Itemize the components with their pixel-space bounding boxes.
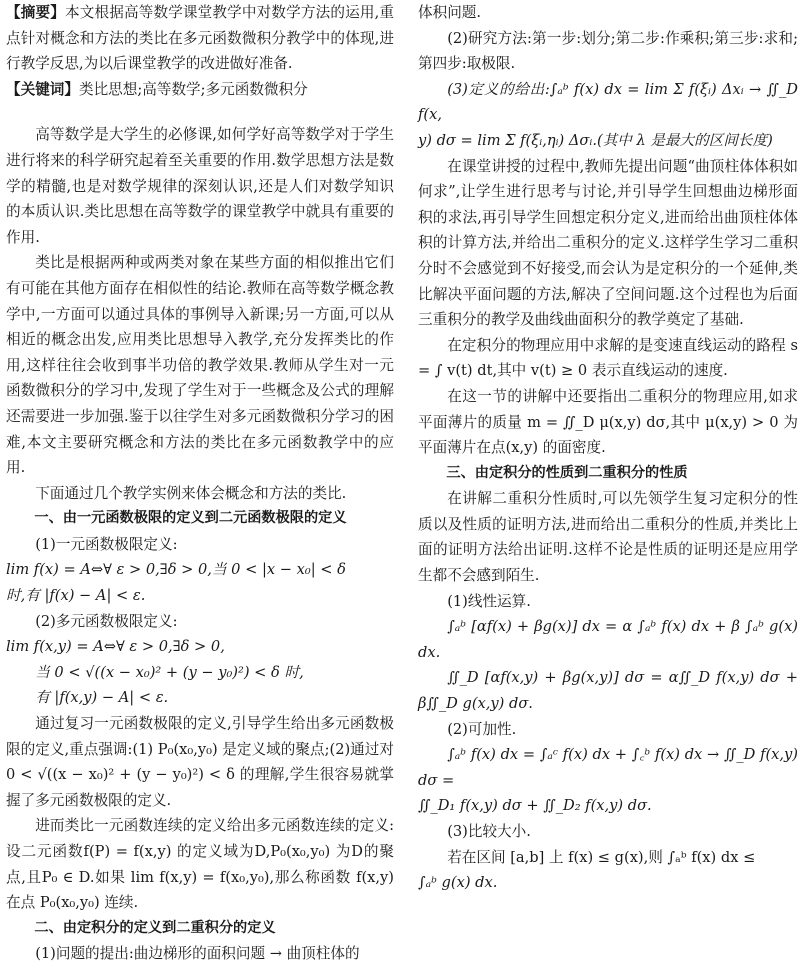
formula-limit-1a: lim f(x) = A⇔∀ ε > 0,∃δ > 0,当 0 < |x − x₀| < δ: [6, 561, 346, 579]
item-problem-statement: (1)问题的提出:曲边梯形的面积问题 → 曲顶柱体的: [35, 945, 360, 963]
item-multivariable-limit: (2)多元函数极限定义:: [35, 612, 178, 630]
item-research-method: (2)研究方法:第一步:划分;第二步:作乘积;第三步:求和;第四步:取极限.: [418, 29, 798, 73]
paragraph-physical-application: 在定积分的物理应用中求解的是变速直线运动的路程 s = ∫ v(t) dt,其中 v(t) ≥ 0 表示直线运动的速度.: [418, 336, 798, 380]
formula-limit-2a: lim f(x,y) = A⇔∀ ε > 0,∃δ > 0,: [6, 638, 225, 656]
abstract: [6, 0, 394, 77]
paragraph-continuity: 进而类比一元函数连续的定义给出多元函数连续的定义:设二元函数f(P) = f(x,y) 的定义域为D,P₀(x₀,y₀) 为D的聚点,且P₀ ∈ D.如果 lim f(x,y) = f(x₀,y₀),那么称函数 f(x,y) 在点 P₀(x₀,y₀) 连续.: [6, 817, 394, 912]
paragraph-double-integral-application: 在这一节的讲解中还要指出二重积分的物理应用,如求平面薄片的质量 m = ∬_D μ(x,y) dσ,其中 μ(x,y) > 0 为平面薄片在点(x,y) 的面密度.: [418, 387, 798, 457]
paragraph-properties: 在讲解二重积分性质时,可以先领学生复习定积分的性质以及性质的证明方法,进而给出二重积分的性质,并类比上面的证明方法给出证明.这样不论是性质的证明还是应用学生都不会感到陌生.: [418, 490, 798, 585]
spacer: [6, 102, 394, 122]
item-linearity: (1)线性运算.: [447, 592, 531, 610]
abstract-text: 本文根据高等数学课堂教学中对数学方法的运用,重点针对概念和方法的类比在多元函数微积分教学中的体现,进行教学反思,为以后课堂教学的改进做好准备.: [6, 4, 394, 73]
keywords-label: 【关键词】: [6, 80, 79, 98]
formula-limit-2b: 当 0 < √((x − x₀)² + (y − y₀)²) < δ 时,: [35, 663, 304, 681]
abstract-label: 【摘要】: [6, 4, 65, 21]
left-column: [6, 0, 394, 967]
formula-limit-1b: 时,有 |f(x) − A| < ε.: [6, 587, 146, 605]
formula-definition-a: (3)定义的给出:∫ₐᵇ f(x) dx = lim Σ f(ξᵢ) Δxᵢ → ∬_D f(x,: [418, 80, 798, 124]
keywords: [6, 77, 394, 103]
section-heading-3: 三、由定积分的性质到二重积分的性质: [446, 464, 688, 481]
formula-additivity-a: ∫ₐᵇ f(x) dx = ∫ₐᶜ f(x) dx + ∫꜀ᵇ f(x) dx → ∬_D f(x,y) dσ =: [418, 746, 798, 789]
section-heading-2: 二、由定积分的定义到二重积分的定义: [34, 919, 276, 936]
formula-linearity-b: ∬_D [αf(x,y) + βg(x,y)] dσ = α∬_D f(x,y) dσ + β∬_D g(x,y) dσ.: [418, 669, 798, 713]
formula-linearity-a: ∫ₐᵇ [αf(x) + βg(x)] dx = α ∫ₐᵇ f(x) dx + β ∫ₐᵇ g(x) dx.: [418, 618, 798, 661]
paragraph-limit-review: 通过复习一元函数极限的定义,引导学生给出多元函数极限的定义,重点强调:(1) P₀(x₀,y₀) 是定义域的聚点;(2)通过对 0 < √((x − x₀)² + (y − y₀)²) < δ 的理解,学生很容易就掌握了多元函数极限的定义.: [6, 715, 394, 809]
item-additivity: (2)可加性.: [447, 720, 517, 738]
intro-paragraph-2: 类比是根据两种或两类对象在某些方面的相似推出它们有可能在其他方面存在相似性的结论.教师在高等数学概念教学中,一方面可以通过具体的事例导入新课;另一方面,可以从相近的概念出发,应用类比思想导入教学,充分发挥类比的作用,这样往往会收到事半功倍的教学效果.教师从学生对一元函数微积分的学习中,发现了学生对于一些概念及公式的理解还需要进一步加强.鉴于以往学生对多元函数微积分学习的困难,本文主要研究概念和方法的类比在多元函数教学中的应用.: [6, 254, 394, 477]
item-one-variable-limit: (1)一元函数极限定义:: [35, 535, 178, 553]
formula-comparison: ∫ₐᵇ g(x) dx.: [418, 874, 498, 892]
continued-line: 体积问题.: [418, 4, 482, 21]
section-heading-1: 一、由一元函数极限的定义到二元函数极限的定义: [34, 510, 347, 527]
formula-additivity-b: ∬_D₁ f(x,y) dσ + ∬_D₂ f(x,y) dσ.: [418, 797, 652, 815]
paragraph-comparison: 若在区间 [a,b] 上 f(x) ≤ g(x),则 ∫ₐᵇ f(x) dx ≤: [447, 848, 756, 866]
formula-definition-b: y) dσ = lim Σ f(ξᵢ,ηᵢ) Δσᵢ.(其中 λ 是最大的区间长度): [418, 131, 773, 149]
item-comparison: (3)比较大小.: [447, 823, 531, 840]
formula-limit-2c: 有 |f(x,y) − A| < ε.: [35, 689, 169, 707]
paragraph-teaching-process: 在课堂讲授的过程中,教师先提出问题“曲顶柱体体积如何求”,让学生进行思考与讨论,并引导学生回想曲边梯形面积的求法,再引导学生回想定积分定义,进而给出曲顶柱体体积的计算方法,并给出二重积分的定义.这样学生学习二重积分时不会感觉到不好接受,而会认为是定积分的一个延伸,类比解决平面问题的方法,解决了空间问题.这个过程也为后面三重积分的教学及曲线曲面积分的教学奠定了基础.: [418, 157, 798, 329]
right-column: [418, 0, 798, 896]
intro-paragraph-1: 高等数学是大学生的必修课,如何学好高等数学对于学生进行将来的科学研究起着至关重要的作用.数学思想方法是数学的精髓,也是对数学规律的深刻认识,还是人们对数学知识的本质认识.类比思想在高等数学的课堂教学中就具有重要的作用.: [6, 126, 394, 246]
intro-paragraph-3: 下面通过几个教学实例来体会概念和方法的类比.: [35, 484, 347, 502]
keywords-text: 类比思想;高等数学;多元函数微积分: [78, 80, 308, 98]
